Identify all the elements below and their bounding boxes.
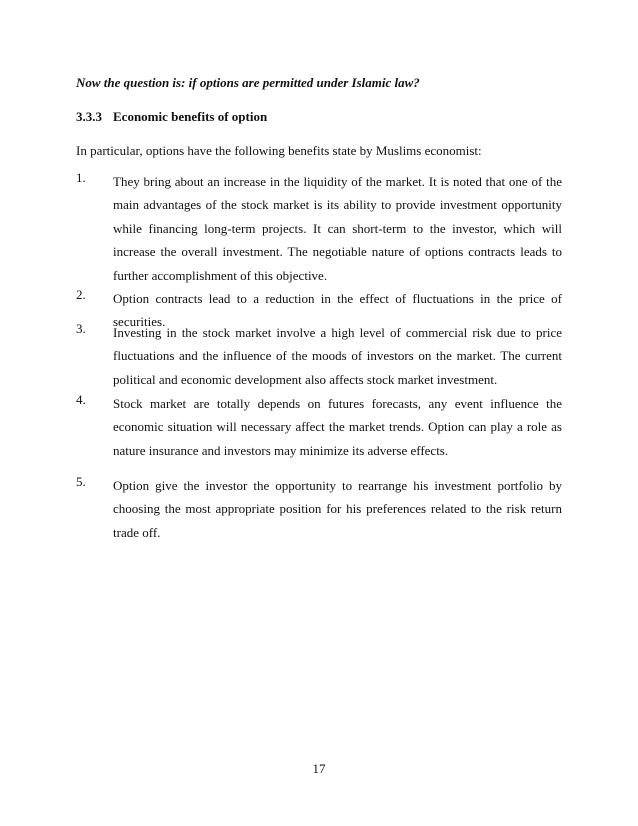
list-item	[76, 474, 562, 544]
list-marker: 5.	[76, 474, 86, 489]
list-marker: 2.	[76, 287, 86, 302]
list-item-text: Option contracts lead to a reduction in the effect of fluctuations in the price of securities.	[113, 291, 562, 330]
page-number: 17	[312, 761, 326, 776]
list-item-text: Investing in the stock market involve a high level of commercial risk due to price fluctuations and the influence of the moods of investors on the market. The current political and economic development also affects stock market investment.	[113, 325, 562, 387]
list-item-text: They bring about an increase in the liquidity of the market. It is noted that one of the main advantages of the stock market is its ability to provide investment opportunity while financing long-term projects. It can short-term to the investor, which will increase the overall investment. The negotiable nature of options contracts leads to further accomplishment of this objective.	[113, 174, 562, 283]
list-marker: 1.	[76, 170, 86, 185]
list-marker: 4.	[76, 392, 86, 407]
list-item	[76, 321, 562, 391]
section-number: 3.3.3	[76, 109, 102, 124]
list-item-text: Option give the investor the opportunity to rearrange his investment portfolio by choosing the most appropriate position for his preferences related to the risk return trade off.	[113, 478, 562, 540]
list-item	[76, 170, 562, 287]
intro-paragraph: In particular, options have the following benefits state by Muslims economist:	[76, 143, 482, 158]
question-text: Now the question is: if options are permitted under Islamic law?	[76, 75, 420, 90]
list-item	[76, 392, 562, 462]
section-heading	[76, 109, 267, 125]
section-title: Economic benefits of option	[113, 109, 268, 124]
list-item-text: Stock market are totally depends on futures forecasts, any event influence the economic situation will necessary affect the market trends. Option can play a role as nature insurance and investors may minimize its adverse effects.	[113, 396, 562, 458]
list-marker: 3.	[76, 321, 86, 336]
